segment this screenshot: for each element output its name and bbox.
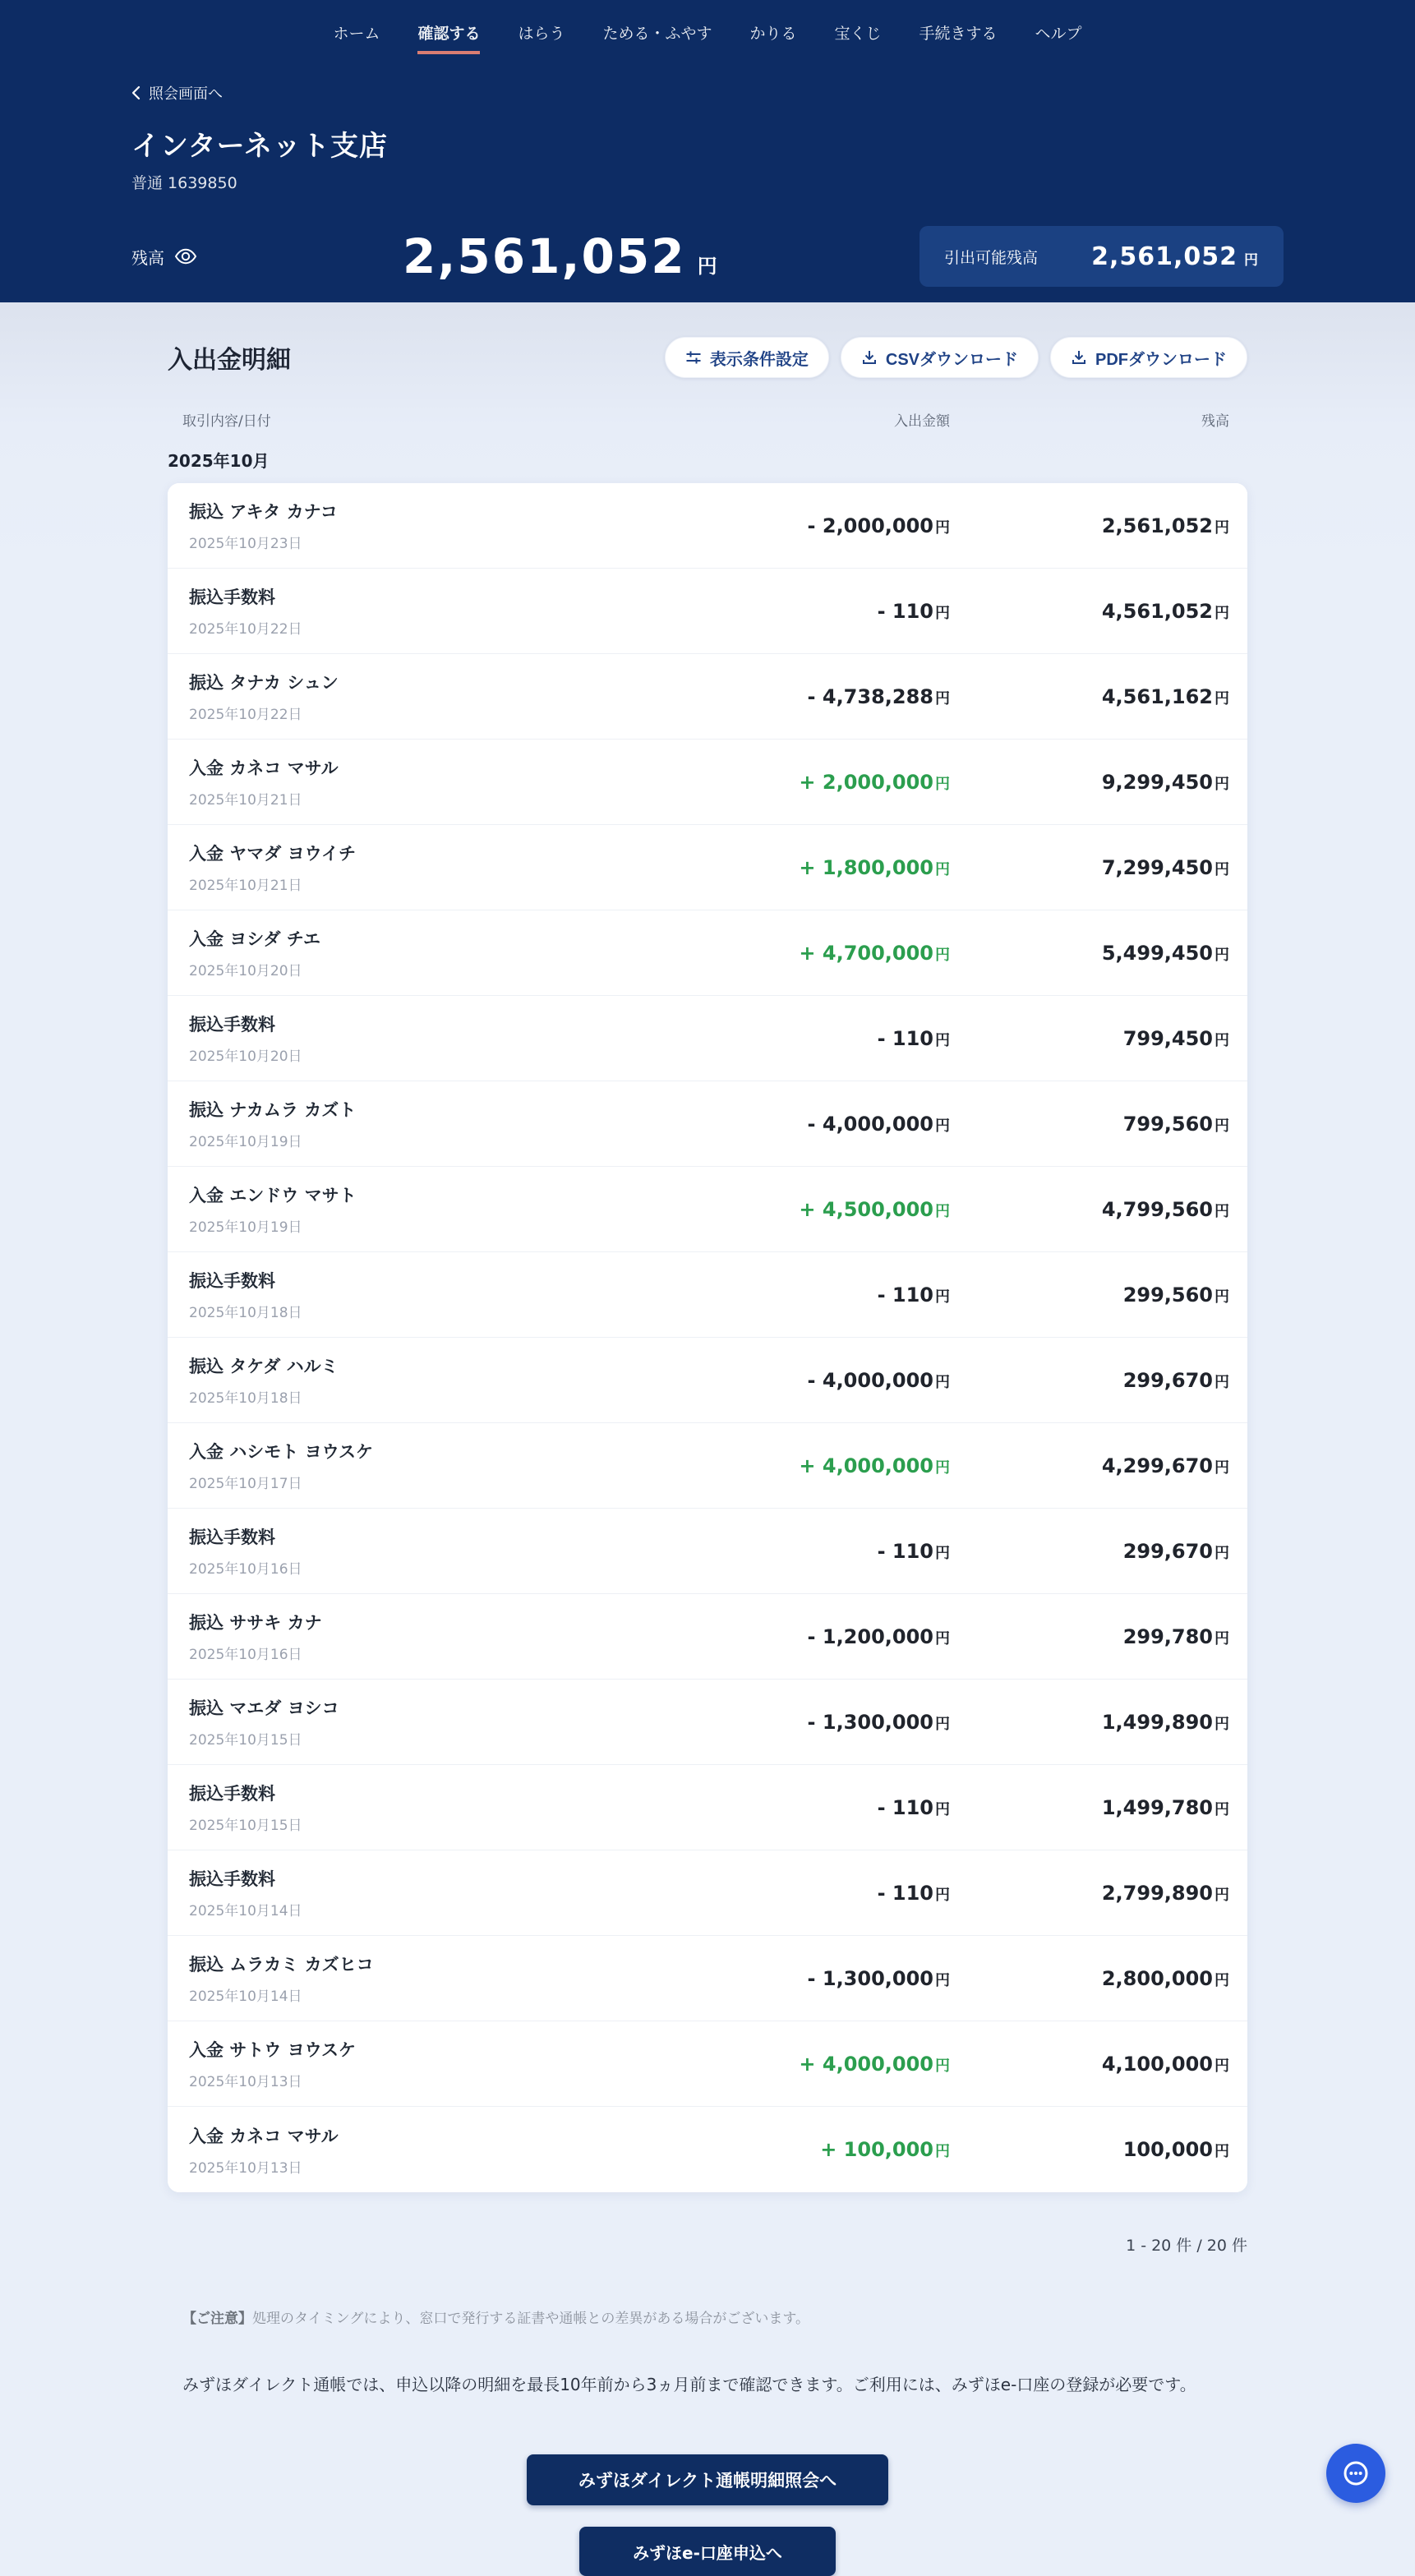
transaction-row[interactable] [168, 1081, 1247, 1167]
transaction-description [189, 1695, 679, 1749]
transaction-description [189, 926, 679, 979]
transaction-date: 2025年10月20日 [189, 1048, 302, 1065]
transaction-amount: + 100,000 円 [820, 2138, 950, 2161]
transaction-row[interactable] [168, 1252, 1247, 1338]
balance-label: 残高 [131, 247, 164, 268]
transaction-balance: 4,299,670 円 [1101, 1454, 1229, 1477]
transaction-row[interactable] [168, 2021, 1247, 2107]
transaction-amount: - 1,300,000 円 [807, 1710, 950, 1734]
transaction-balance: 1,499,890 円 [1101, 1710, 1229, 1734]
transaction-amount: + 1,800,000 円 [799, 855, 950, 879]
transaction-row[interactable] [168, 740, 1247, 825]
chat-dots-icon [1340, 2458, 1371, 2489]
e-account-apply-button[interactable]: みずほe-口座申込へ [579, 2527, 836, 2576]
transaction-name: 入金 ヤマダ ヨウイチ [189, 844, 356, 864]
transaction-name: 振込手数料 [189, 588, 275, 607]
transaction-description [189, 1182, 679, 1236]
transaction-description [189, 1524, 679, 1578]
transaction-name: 振込手数料 [189, 1271, 275, 1291]
transaction-row[interactable] [168, 910, 1247, 996]
transaction-amount: - 4,000,000 円 [807, 1112, 950, 1136]
transaction-balance: 299,560 円 [1122, 1283, 1229, 1306]
transaction-date: 2025年10月22日 [189, 707, 302, 723]
column-header-description: 取引内容/日付 [182, 413, 271, 430]
transaction-name: 振込手数料 [189, 1528, 275, 1547]
transaction-description [189, 1866, 679, 1919]
transaction-amount: + 4,700,000 円 [799, 941, 950, 965]
transaction-date: 2025年10月16日 [189, 1647, 302, 1663]
transaction-amount: - 2,000,000 円 [807, 514, 950, 537]
transaction-balance: 5,499,450 円 [1101, 941, 1229, 965]
eye-icon[interactable] [174, 248, 197, 265]
table-column-headers [168, 409, 1247, 430]
available-balance-value: 2,561,052 円 [1091, 242, 1259, 271]
transaction-name: 振込手数料 [189, 1015, 275, 1035]
transaction-name: 振込手数料 [189, 1784, 275, 1804]
transaction-date: 2025年10月20日 [189, 963, 302, 979]
transaction-amount: - 110 円 [877, 1539, 950, 1563]
transaction-balance: 7,299,450 円 [1101, 855, 1229, 879]
balance-amount: 2,561,052 円 [403, 228, 717, 284]
chevron-left-icon [131, 85, 141, 100]
transaction-amount: - 1,300,000 円 [807, 1966, 950, 1990]
transaction-description [189, 841, 679, 894]
transaction-name: 振込 ササキ カナ [189, 1613, 322, 1633]
transaction-row[interactable] [168, 1423, 1247, 1509]
transaction-row[interactable] [168, 1509, 1247, 1594]
transaction-balance: 299,670 円 [1122, 1368, 1229, 1392]
filter-sliders-icon [685, 349, 702, 366]
balance-label-group [131, 245, 197, 269]
transaction-amount: - 110 円 [877, 1795, 950, 1819]
pdf-download-button[interactable]: PDFダウンロード [1050, 337, 1247, 378]
transaction-name: 振込手数料 [189, 1869, 275, 1889]
transaction-description [189, 1353, 679, 1407]
transaction-description [189, 1610, 679, 1663]
transaction-row[interactable] [168, 1594, 1247, 1680]
transaction-name: 振込 タケダ ハルミ [189, 1357, 339, 1376]
download-icon [861, 349, 878, 366]
branch-title: インターネット支店 [131, 130, 388, 163]
transaction-date: 2025年10月19日 [189, 1219, 302, 1236]
transaction-amount: - 110 円 [877, 1881, 950, 1905]
transaction-amount: - 110 円 [877, 1026, 950, 1050]
transaction-amount: - 1,200,000 円 [807, 1624, 950, 1648]
transaction-amount: - 110 円 [877, 1283, 950, 1306]
transaction-amount: + 4,000,000 円 [799, 1454, 950, 1477]
top-navigation [0, 0, 1415, 54]
nav-item-3[interactable]: はらう [518, 25, 565, 43]
nav-item-1[interactable]: ホーム [333, 25, 380, 43]
transaction-date: 2025年10月23日 [189, 536, 302, 552]
transaction-name: 振込 ムラカミ カズヒコ [189, 1955, 374, 1975]
transaction-description [189, 499, 679, 552]
transaction-row[interactable] [168, 2107, 1247, 2192]
transaction-date: 2025年10月22日 [189, 621, 302, 638]
transaction-date: 2025年10月13日 [189, 2159, 302, 2177]
display-settings-button[interactable]: 表示条件設定 [665, 337, 829, 378]
transaction-row[interactable] [168, 825, 1247, 910]
transaction-name: 入金 ヨシダ チエ [189, 929, 320, 949]
column-header-balance: 残高 [1201, 413, 1229, 430]
nav-item-8[interactable]: ヘルプ [1035, 25, 1082, 43]
transaction-description [189, 1097, 679, 1150]
transaction-name: 入金 カネコ マサル [189, 758, 339, 778]
info-note: みずほダイレクト通帳では、申込以降の明細を最長10年前から3ヵ月前まで確認できます。ご利用には、みずほe-口座の登録が必要です。 [182, 2375, 1196, 2394]
passbook-inquiry-button[interactable]: みずほダイレクト通帳明細照会へ [527, 2454, 888, 2505]
transaction-row[interactable] [168, 483, 1247, 569]
back-link-label: 照会画面へ [149, 85, 223, 103]
transaction-row[interactable] [168, 1338, 1247, 1423]
download-icon [1071, 349, 1087, 366]
transaction-row[interactable] [168, 569, 1247, 654]
transaction-name: 入金 ハシモト ヨウスケ [189, 1442, 373, 1462]
transaction-date: 2025年10月14日 [189, 1988, 302, 2005]
account-number: 普通 1639850 [131, 174, 237, 192]
transaction-balance: 2,800,000 円 [1101, 1966, 1229, 1990]
transaction-row[interactable] [168, 1936, 1247, 2021]
transaction-description [189, 1952, 679, 2005]
toolbar [665, 337, 1247, 378]
transaction-row[interactable] [168, 1765, 1247, 1850]
column-header-amount: 入出金額 [894, 413, 950, 430]
transaction-balance: 4,561,162 円 [1101, 684, 1229, 708]
transaction-row[interactable] [168, 1167, 1247, 1252]
caution-note: 【ご注意】処理のタイミングにより、窓口で発行する証書や通帳との差異がある場合がございます。 [182, 2311, 809, 2327]
transaction-amount: - 4,738,288 円 [807, 684, 950, 708]
transaction-date: 2025年10月18日 [189, 1390, 302, 1407]
nav-item-6[interactable]: 宝くじ [834, 25, 882, 43]
transactions-list [168, 483, 1247, 2192]
transaction-description [189, 1781, 679, 1834]
csv-download-button[interactable]: CSVダウンロード [841, 337, 1039, 378]
transaction-balance: 4,799,560 円 [1101, 1197, 1229, 1221]
transaction-description [189, 1012, 679, 1065]
transaction-row[interactable] [168, 654, 1247, 740]
nav-item-5[interactable]: かりる [749, 25, 797, 43]
transaction-description [189, 1268, 679, 1321]
transaction-amount: + 4,000,000 円 [799, 2052, 950, 2076]
transaction-name: 入金 エンドウ マサト [189, 1186, 357, 1205]
transaction-name: 振込 アキタ カナコ [189, 502, 338, 522]
available-balance-label: 引出可能残高 [944, 248, 1039, 267]
transaction-description [189, 2123, 679, 2177]
transaction-balance: 100,000 円 [1122, 2138, 1229, 2161]
transaction-balance: 4,100,000 円 [1101, 2052, 1229, 2076]
transaction-amount: + 4,500,000 円 [799, 1197, 950, 1221]
page-header [0, 0, 1415, 302]
transaction-date: 2025年10月15日 [189, 1732, 302, 1749]
transaction-balance: 299,670 円 [1122, 1539, 1229, 1563]
pagination-status: 1 - 20 件 / 20 件 [1126, 2237, 1247, 2255]
transaction-name: 振込 タナカ シュン [189, 673, 339, 693]
month-group-label: 2025年10月 [168, 451, 270, 471]
transaction-balance: 2,561,052 円 [1101, 514, 1229, 537]
transaction-description [189, 2037, 679, 2090]
transaction-balance: 799,560 円 [1122, 1112, 1229, 1136]
transaction-description [189, 670, 679, 723]
transaction-date: 2025年10月21日 [189, 878, 302, 894]
transaction-row[interactable] [168, 996, 1247, 1081]
transaction-name: 振込 ナカムラ カズト [189, 1100, 357, 1120]
available-balance-box [920, 226, 1284, 287]
nav-item-4[interactable]: ためる・ふやす [602, 25, 712, 43]
transaction-balance: 2,799,890 円 [1101, 1881, 1229, 1905]
chat-fab-button[interactable] [1326, 2444, 1385, 2503]
page-title: 入出金明細 [168, 346, 291, 375]
transaction-balance: 4,561,052 円 [1101, 599, 1229, 623]
transaction-date: 2025年10月18日 [189, 1305, 302, 1321]
transaction-date: 2025年10月19日 [189, 1134, 302, 1150]
transaction-balance: 799,450 円 [1122, 1026, 1229, 1050]
transaction-date: 2025年10月15日 [189, 1818, 302, 1834]
transaction-date: 2025年10月17日 [189, 1476, 302, 1492]
transaction-row[interactable] [168, 1680, 1247, 1765]
transaction-description [189, 1439, 679, 1492]
transaction-amount: - 110 円 [877, 599, 950, 623]
transaction-description [189, 755, 679, 809]
transaction-amount: - 4,000,000 円 [807, 1368, 950, 1392]
transaction-balance: 9,299,450 円 [1101, 770, 1229, 794]
transaction-balance: 1,499,780 円 [1101, 1795, 1229, 1819]
transaction-date: 2025年10月16日 [189, 1561, 302, 1578]
transaction-description [189, 584, 679, 638]
transaction-date: 2025年10月14日 [189, 1903, 302, 1919]
transaction-amount: + 2,000,000 円 [799, 770, 950, 794]
nav-item-2[interactable]: 確認する [417, 21, 480, 54]
transaction-balance: 299,780 円 [1122, 1624, 1229, 1648]
transaction-name: 振込 マエダ ヨシコ [189, 1698, 339, 1718]
transaction-row[interactable] [168, 1850, 1247, 1936]
transaction-date: 2025年10月13日 [189, 2074, 302, 2090]
back-link[interactable] [131, 82, 223, 104]
transaction-date: 2025年10月21日 [189, 792, 302, 809]
transaction-name: 入金 サトウ ヨウスケ [189, 2040, 356, 2060]
nav-item-7[interactable]: 手続きする [919, 25, 998, 43]
transaction-name: 入金 カネコ マサル [189, 2126, 339, 2146]
